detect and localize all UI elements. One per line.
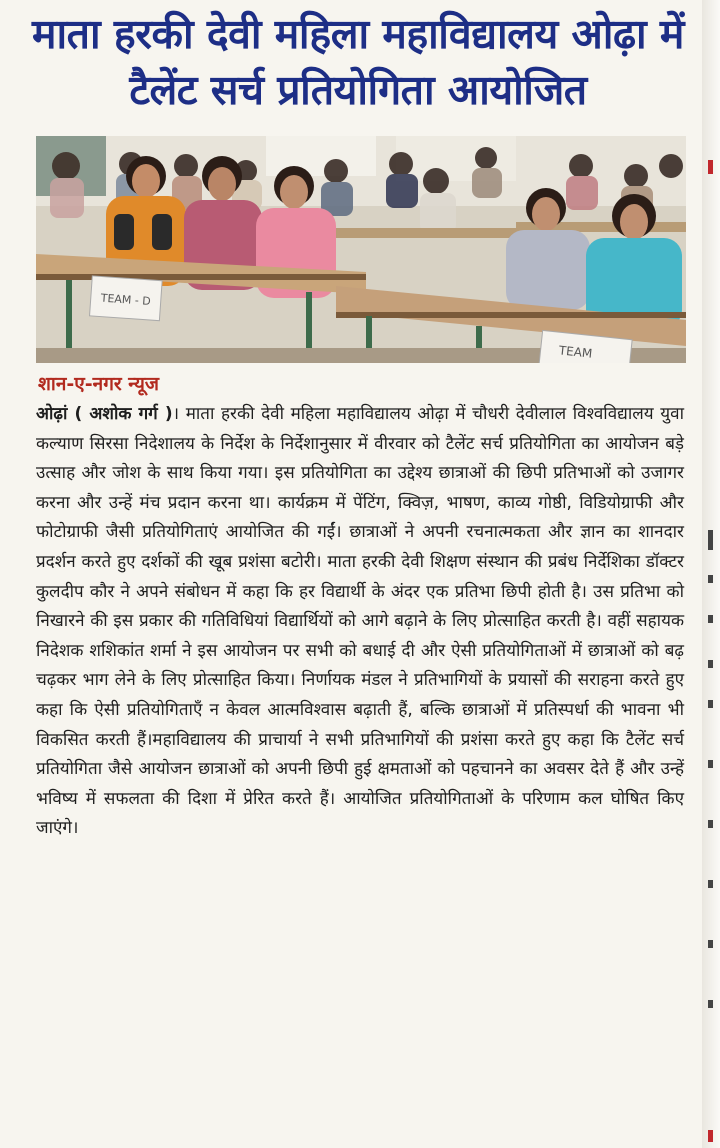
article-text: । माता हरकी देवी महिला महाविद्यालय ओढ़ा में चौधरी देवीलाल विश्वविद्यालय युवा कल्याण सिरसा निदेशालय के निर्देश के निर्देशानुसार में वीरवार को टैलेंट सर्च प्रतियोगिता का आयोजन बड़े उत्साह और जोश के साथ किया गया। इस प्रतियोगिता का उद्देश्य छात्राओं की छिपी प्रतिभाओं को उजागर करना और उन्हें मंच प्रदान करना था। कार्यक्रम में पेंटिंग, क्विज़, भाषण, काव्य गोष्ठी, विडियोग्राफी और फोटोग्राफी जैसी प्रतियोगिताएं आयोजित की गईं। छात्राओं ने अपनी रचनात्मकता और ज्ञान का शानदार प्रदर्शन करते हुए दर्शकों की खूब प्रशंसा बटोरी। माता हरकी देवी शिक्षण संस्थान की प्रबंध निर्देशिका डॉक्टर कुलदीप कौर ने अपने संबोधन में कहा कि हर विद्यार्थी के अंदर एक प्रतिभा छिपी होती है। उस प्रतिभा को निखारने की इस प्रकार की गतिविधियां विद्यार्थियों को आगे बढ़ाने के लिए प्रोत्साहित करती है। वहीं सहायक निदेशक शशिकांत शर्मा ने इस आयोजन पर सभी को बधाई दी और ऐसी प्रतियोगिताओं में छात्राओं को बढ़ चढ़कर भाग लेने के लिए प्रोत्साहित किया। निर्णायक मंडल ने प्रतिभागियों के प्रयासों की सराहना करते हुए कहा कि ऐसी प्रतियोगिताएँ न केवल आत्मविश्वास बढ़ाती हैं, बल्कि छात्राओं में प्रतिस्पर्धा की भावना भी विकसित करती हैं।महाविद्यालय की प्राचार्या ने सभी प्रतिभागियों की प्रशंसा करते हुए कहा कि टैलेंट सर्च प्रतियोगिता जैसे आयोजन छात्राओं को अपनी छिपी हुई क्षमताओं को पहचानने का अवसर देते हैं और उन्हें भविष्य में सफलता की दिशा में प्रेरित करते हैं। आयोजित प्रतियोगिताओं के परिणाम कल घोषित किए जाएंगे। — [36, 404, 684, 839]
source-label: शान-ए-नगर न्यूज — [38, 373, 160, 395]
edge-mark — [708, 1130, 713, 1142]
headline-line-1: माता हरकी देवी महिला महाविद्यालय ओढ़ा में — [32, 10, 684, 58]
edge-mark — [708, 700, 713, 708]
edge-mark — [708, 760, 713, 768]
news-photo — [36, 136, 686, 363]
edge-mark — [708, 820, 713, 828]
edge-mark — [708, 615, 713, 623]
edge-mark — [708, 660, 713, 668]
team-card-left: TEAM - D — [100, 291, 152, 309]
article-body — [36, 400, 684, 844]
edge-mark — [708, 940, 713, 948]
classroom-photo-illustration — [36, 136, 686, 363]
headline — [18, 6, 698, 118]
adjacent-column-edge — [702, 0, 720, 1148]
edge-mark — [708, 575, 713, 583]
edge-mark — [708, 1000, 713, 1008]
edge-mark — [708, 160, 713, 174]
team-card-right: TEAM — [558, 343, 593, 361]
edge-mark — [708, 530, 713, 550]
byline: ओढ़ां ( अशोक गर्ग ) — [36, 404, 173, 424]
edge-mark — [708, 880, 713, 888]
headline-line-2: टैलेंट सर्च प्रतियोगिता आयोजित — [129, 66, 587, 114]
